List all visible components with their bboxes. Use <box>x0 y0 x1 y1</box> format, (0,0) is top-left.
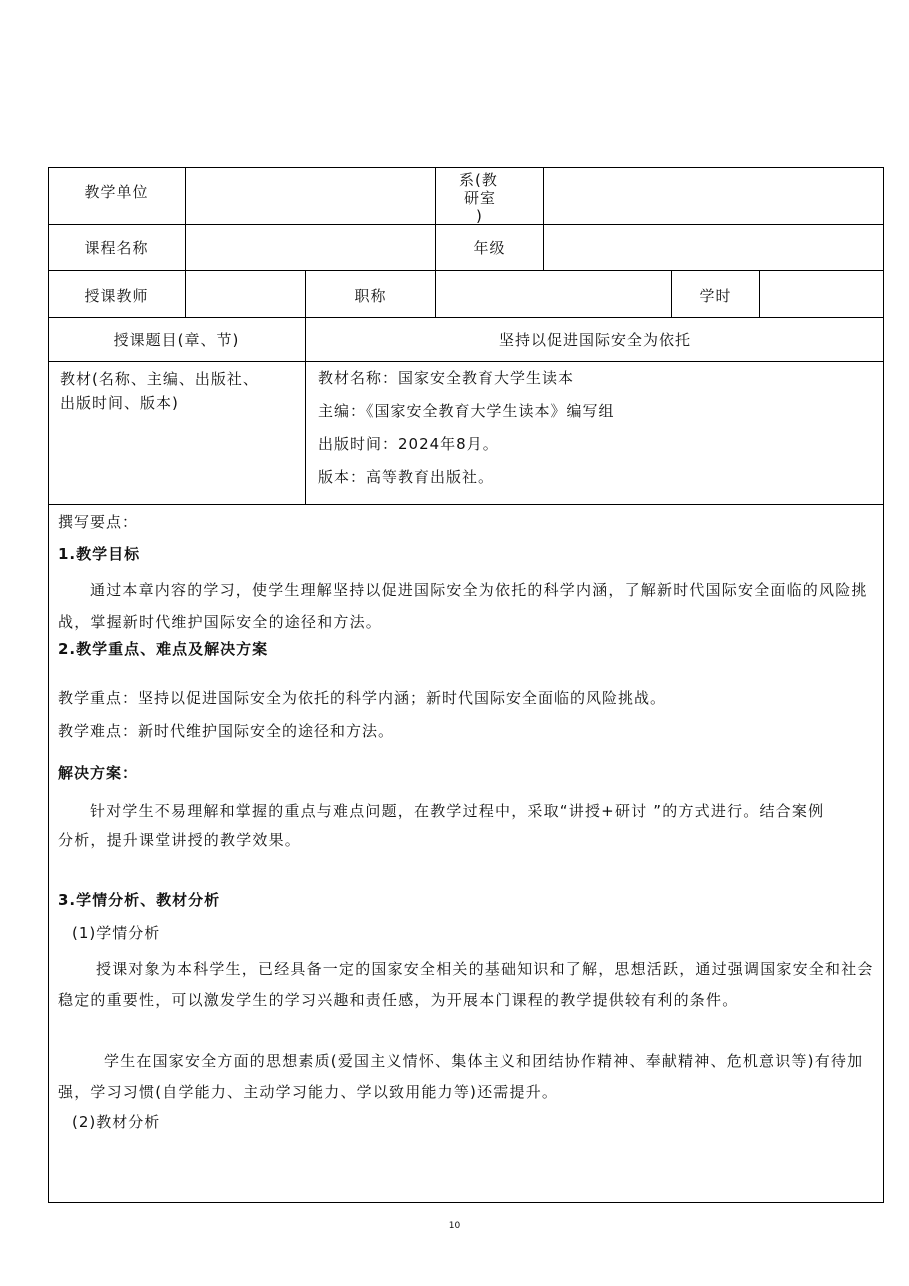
title-label: 职称 <box>354 286 387 305</box>
writing-points-label: 撰写要点： <box>58 513 139 531</box>
dept-label-line2: 研室 <box>464 189 497 207</box>
textbook-version: 版本：高等教育出版社。 <box>318 468 495 486</box>
textbook-date: 出版时间：2024年8月。 <box>318 435 499 453</box>
row-divider <box>48 504 884 505</box>
row-divider <box>48 361 884 362</box>
student-analysis-p1: 授课对象为本科学生，已经具备一定的国家安全相关的基础知识和了解，思想活跃，通过强调国家安全和社会稳定的重要性，可以激发学生的学习兴趣和责任感，为开展本门课程的教学提供较有利的条件。 <box>58 960 874 1009</box>
solution-text: 针对学生不易理解和掌握的重点与难点问题，在教学过程中，采取“讲授+研讨 ”的方式进行。结合案例分析，提升课堂讲授的教学效果。 <box>58 802 825 849</box>
topic-label: 授课题目(章、节) <box>113 330 240 349</box>
dept-label-line3: ) <box>476 207 483 225</box>
section-2-title: 2.教学重点、难点及解决方案 <box>58 640 269 658</box>
difficult-points-text: 教学难点：新时代维护国际安全的途径和方法。 <box>58 722 395 740</box>
student-analysis-p2: 学生在国家安全方面的思想素质(爱国主义情怀、集体主义和团结协作精神、奉献精神、危机意识等)有待加强，学习习惯(自学能力、主动学习能力、学以致用能力等)还需提升。 <box>58 1052 864 1101</box>
hours-value[interactable] <box>760 270 884 317</box>
teacher-value[interactable] <box>186 270 305 317</box>
textbook-label <box>60 367 259 415</box>
textbook-label-line2: 出版时间、版本) <box>60 394 179 412</box>
dept-value[interactable] <box>544 167 884 224</box>
page-number: 10 <box>448 1221 461 1231</box>
grade-label: 年级 <box>473 238 506 257</box>
title-value[interactable] <box>436 270 671 317</box>
grade-value[interactable] <box>544 224 884 270</box>
textbook-label-line1: 教材(名称、主编、出版社、 <box>60 370 259 388</box>
section-3-title: 3.学情分析、教材分析 <box>58 891 221 909</box>
course-name-label: 课程名称 <box>84 238 149 257</box>
textbook-analysis-subtitle: (2)教材分析 <box>72 1113 161 1131</box>
student-analysis-subtitle: (1)学情分析 <box>72 924 161 942</box>
dept-label <box>459 171 498 225</box>
hours-label: 学时 <box>699 286 732 305</box>
teaching-unit-value[interactable] <box>186 167 435 224</box>
section-1-text: 通过本章内容的学习，使学生理解坚持以促进国际安全为依托的科学内涵，了解新时代国际安全面临的风险挑战，掌握新时代维护国际安全的途径和方法。 <box>58 581 868 631</box>
teacher-label: 授课教师 <box>84 286 149 305</box>
section-1-title: 1.教学目标 <box>58 545 141 563</box>
teaching-unit-label: 教学单位 <box>84 183 149 201</box>
topic-value: 坚持以促进国际安全为依托 <box>498 330 691 349</box>
textbook-name: 教材名称：国家安全教育大学生读本 <box>318 369 575 387</box>
key-points-text: 教学重点：坚持以促进国际安全为依托的科学内涵；新时代国际安全面临的风险挑战。 <box>58 689 667 707</box>
course-name-value[interactable] <box>186 224 435 270</box>
dept-label-line1: 系(教 <box>459 171 498 189</box>
textbook-editor: 主编：《国家安全教育大学生读本》编写组 <box>318 402 615 420</box>
solution-title: 解决方案： <box>58 764 139 782</box>
